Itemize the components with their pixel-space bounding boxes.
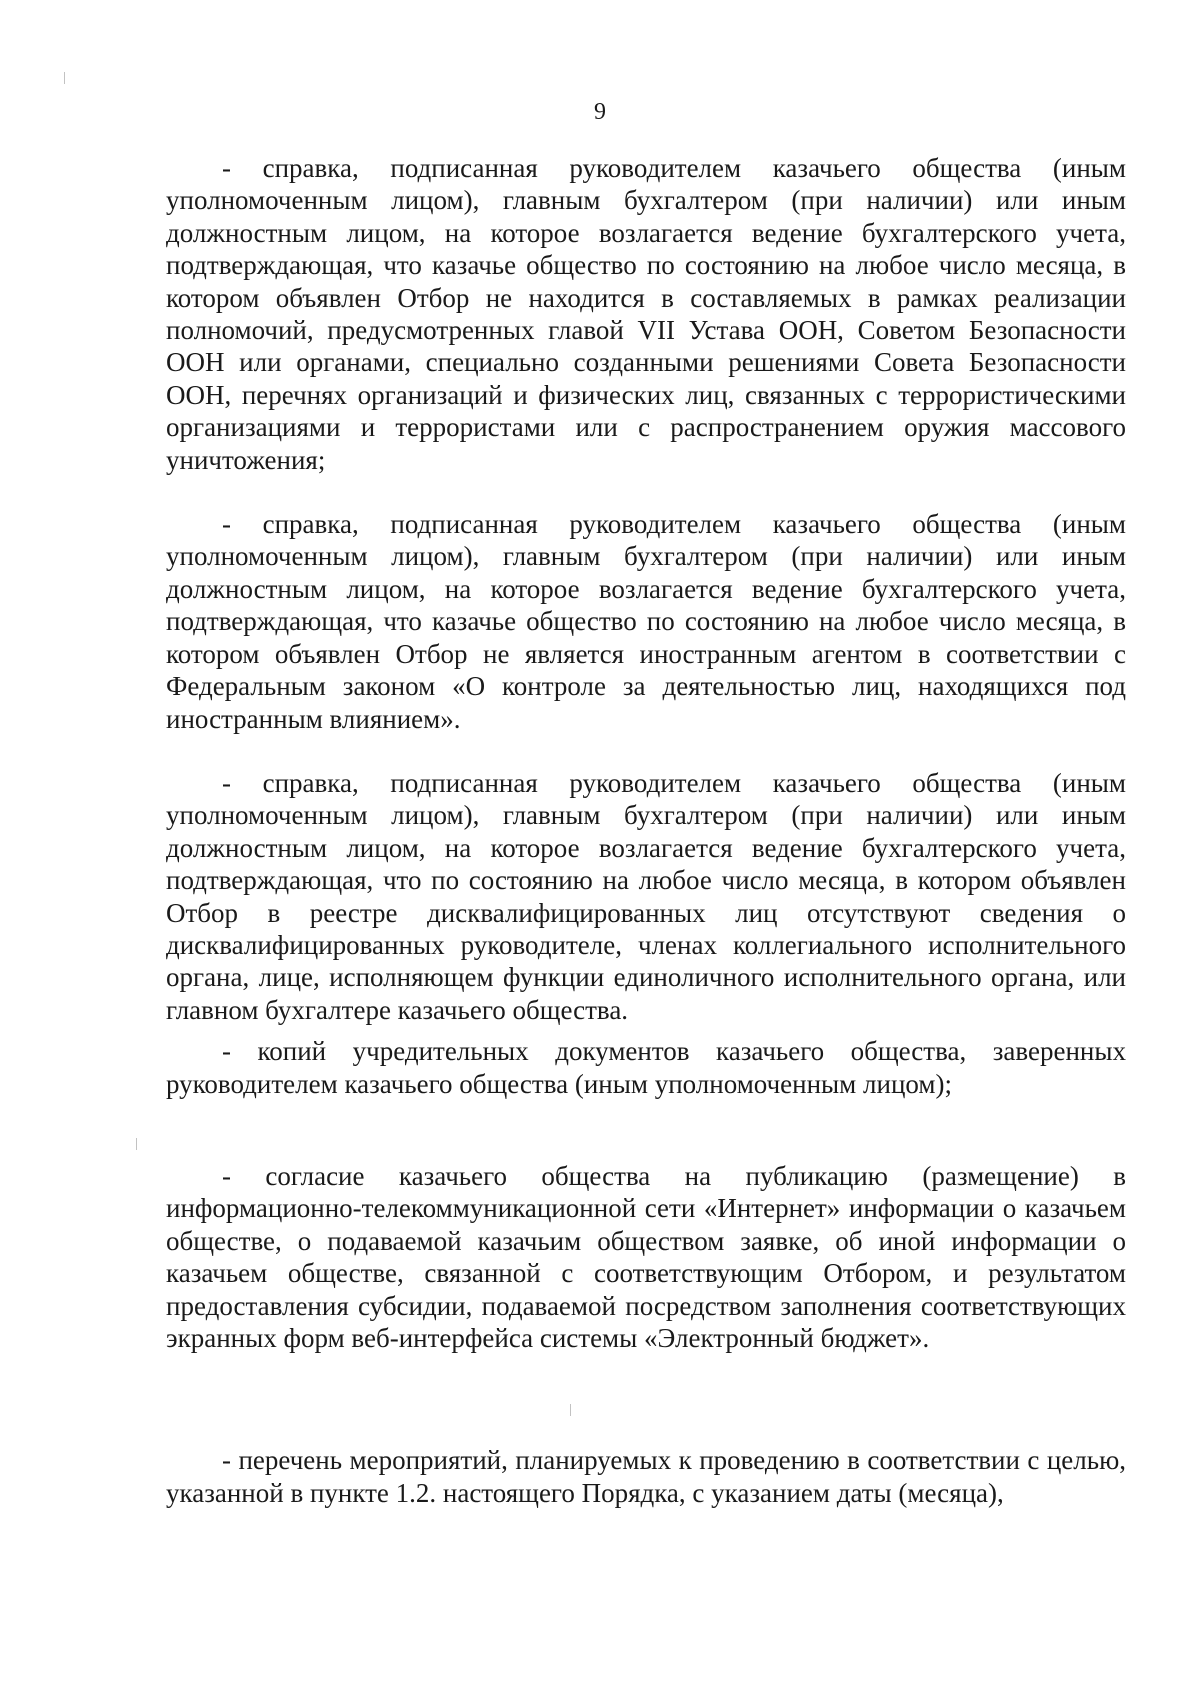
paragraph-disqualified-persons-certificate: - справка, подписанная руководителем казачьего общества (иным уполномоченным лицом), главным бухгалтером (при наличии) или иным должностным лицом, на которое возлагается ведение бухгалтерского учета, подтверждающая, что по состоянию на любое число месяца, в котором объявлен Отбор в реестре дисквалифицированных лиц отсутствуют сведения о дисквалифицированных руководителе, членах коллегиального исполнительного органа, лице, исполняющем функции единоличного исполнительного органа, или главном бухгалтере казачьего общества. bbox=[166, 767, 1126, 1025]
scan-speck bbox=[64, 72, 65, 84]
scan-speck bbox=[570, 1404, 571, 1416]
document-body bbox=[166, 152, 1126, 1509]
paragraph-publication-consent: - согласие казачьего общества на публикацию (размещение) в информационно-телекоммуникационной сети «Интернет» информации о казачьем обществе, о подаваемой казачьим обществом заявке, об иной информации о казачьем обществе, связанной с соответствующим Отбором, и результатом предоставления субсидии, подаваемой посредством заполнения соответствующих экранных форм веб-интерфейса системы «Электронный бюджет». bbox=[166, 1160, 1126, 1353]
paragraph-foreign-agent-certificate: - справка, подписанная руководителем казачьего общества (иным уполномоченным лицом), главным бухгалтером (при наличии) или иным должностным лицом, на которое возлагается ведение бухгалтерского учета, подтверждающая, что казачье общество по состоянию на любое число месяца, в котором объявлен Отбор не является иностранным агентом в соответствии с Федеральным законом «О контроле за деятельностью лиц, находящихся под иностранным влиянием». bbox=[166, 509, 1126, 734]
paragraph-events-list: - перечень мероприятий, планируемых к проведению в соответствии с целью, указанной в пункте 1.2. настоящего Порядка, с указанием даты (месяца), bbox=[166, 1445, 1126, 1508]
paragraph-founding-documents: - копий учредительных документов казачьего общества, заверенных руководителем казачьего общества (иным уполномоченным лицом); bbox=[166, 1036, 1126, 1099]
scan-speck bbox=[136, 1138, 137, 1150]
page-number: 9 bbox=[594, 99, 606, 125]
paragraph-sanctions-certificate: - справка, подписанная руководителем казачьего общества (иным уполномоченным лицом), главным бухгалтером (при наличии) или иным должностным лицом, на которое возлагается ведение бухгалтерского учета, подтверждающая, что казачье общество по состоянию на любое число месяца, в котором объявлен Отбор не находится в составляемых в рамках реализации полномочий, предусмотренных главой VII Устава ООН, Советом Безопасности ООН или органами, специально созданными решениями Совета Безопасности ООН, перечнях организаций и физических лиц, связанных с террористическими организациями и террористами или с распространением оружия массового уничтожения; bbox=[166, 153, 1126, 475]
